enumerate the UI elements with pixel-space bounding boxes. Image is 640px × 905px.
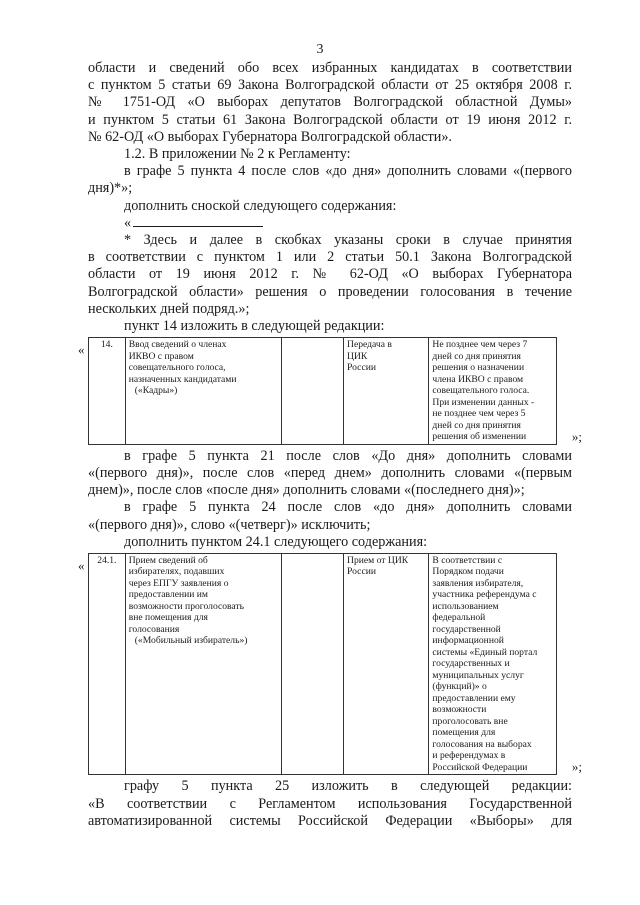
table-14-name-line: совещательного голоса,: [128, 362, 226, 374]
footnote-separator: [88, 215, 572, 232]
graf5-p21-line-1: в графе 5 пункта 21 после слов «До дня» дополнить словами: [124, 447, 572, 464]
point24-1-intro: дополнить пунктом 24.1 следующего содержания:: [124, 533, 428, 550]
footnote-line-5: нескольких дней подряд.»;: [88, 300, 250, 317]
table-14-col3: [282, 338, 344, 445]
table-24-1-col5-line: предоставлении ему: [432, 692, 516, 704]
item-1-2: 1.2. В приложении № 2 к Регламенту:: [124, 146, 351, 163]
table-24-1-name-line: через ЕПГУ заявления о: [128, 577, 229, 589]
table-24-1-col5-line: федеральной: [432, 612, 486, 624]
table-24-1-col5-line: информационной: [432, 635, 504, 647]
table-24-1-col5-line: заявления избирателя,: [432, 577, 524, 589]
table-14-col5-line: члена ИКВО с правом: [432, 373, 524, 385]
table-14-col5-line: решения об изменении: [432, 431, 527, 443]
table-14-wrapper: [78, 337, 582, 445]
table-24-1-name: [125, 553, 282, 775]
footnote-rule: [133, 215, 263, 227]
table-14-col5-line: не позднее чем через 5: [432, 408, 526, 420]
graf5-p4-line-2: дня)*»;: [88, 180, 133, 197]
table-24-1-col5-line: голосования на выборах: [432, 738, 532, 750]
table-24-1-name-line: («Мобильный избиратель»): [134, 635, 248, 647]
table-24-1-name-line: голосования: [128, 623, 180, 635]
graf5-p21-line-3: днем)», после слов «после дня» дополнить словами «(последнего дня)»;: [88, 482, 525, 499]
table-24-1-wrapper: [78, 553, 582, 776]
graf5-p4-line-1: в графе 5 пункта 4 после слов «до дня» дополнить словами «(первого: [124, 163, 572, 180]
table-24-1-col4-line: Прием от ЦИК: [347, 554, 409, 566]
table-24-1-col5-line: В соответствии с: [432, 554, 503, 566]
table-24-1-col5-line: (функций)» о: [432, 681, 487, 693]
table-14-col5-line: решения о назначении: [432, 362, 525, 374]
table-14-col4-line: России: [347, 362, 376, 374]
graf5-p25-line-1: графу 5 пункта 25 изложить в следующей редакции:: [124, 778, 572, 795]
table-24-1-col5-line: участника референдума с: [432, 589, 537, 601]
table-row: [89, 553, 557, 775]
graf5-p25-line-3: автоматизированной системы Российской Федерации «Выборы» для: [88, 812, 572, 829]
table-14-close-quote: »;: [571, 428, 582, 444]
table-24-1-col4-line: России: [347, 566, 376, 578]
add-footnote: дополнить сноской следующего содержания:: [124, 197, 397, 214]
footnote-line-3: области от 19 июня 2012 г. № 62-ОД «О выборах Губернатора: [88, 266, 572, 283]
table-24-1-name-line: возможности проголосовать: [128, 600, 245, 612]
footnote-line-1: * Здесь и далее в скобках указаны сроки в случае принятия: [124, 232, 572, 249]
table-14-col5: [429, 338, 557, 445]
para-1-line-1: области и сведений обо всех избранных кандидатах в соответствии: [88, 60, 572, 76]
document-body: [78, 60, 582, 830]
table-14-open-quote: «: [78, 342, 85, 358]
table-14-name: [125, 338, 282, 445]
table-24-1-name-line: предоставлении им: [128, 589, 208, 601]
para-1-line-3: № 1751-ОД «О выборах депутатов Волгоградской областной Думы»: [88, 94, 572, 111]
table-14-col5-line: При изменении данных -: [432, 396, 535, 408]
para-1-line-4: и пунктом 5 статьи 61 Закона Волгоградской области от 19 июня 2012 г.: [88, 111, 572, 128]
table-14-col5-line: дней со дня принятия: [432, 350, 521, 362]
graf5-p25-line-2: «В соответствии с Регламентом использования Государственной: [88, 795, 572, 812]
graf5-p21-line-2: «(первого дня)», после слов «перед днем» дополнить словами «(первым: [88, 464, 572, 481]
table-24-1-col5-line: и референдумах в: [432, 750, 506, 762]
footnote-open-quote: «: [124, 214, 132, 231]
table-14-name-line: («Кадры»): [134, 385, 178, 397]
table-14-name-line: назначенных кандидатами: [128, 373, 237, 385]
table-24-1-name-line: избирателях, подавших: [128, 566, 225, 578]
table-14-col5-line: Не позднее чем через 7: [432, 339, 528, 351]
graf5-p24-line-1: в графе 5 пункта 24 после слов «до дня» дополнить словами: [124, 499, 572, 516]
table-14-col4-line: Передача в: [347, 339, 392, 351]
footnote-line-4: Волгоградской области» решения о проведении голосования в течение: [88, 283, 572, 300]
table-24-1-open-quote: «: [78, 557, 85, 573]
table-row: [89, 338, 557, 445]
table-24-1-col5-line: возможности: [432, 704, 487, 716]
para-1-line-5: № 62-ОД «О выборах Губернатора Волгоградской области».: [88, 128, 452, 145]
table-14-col4-line: ЦИК: [347, 350, 368, 362]
page-number: 3: [316, 42, 324, 57]
para-1-line-2: с пунктом 5 статьи 69 Закона Волгоградской области от 25 октября 2008 г.: [88, 77, 572, 94]
table-24-1-col5-line: государственной: [432, 623, 501, 635]
table-14: [88, 337, 557, 445]
table-24-1-name-line: вне помещения для: [128, 612, 208, 624]
table-14-col5-line: совещательного голоса.: [432, 385, 530, 397]
table-14-col5-line: дней со дня принятия: [432, 419, 521, 431]
table-24-1-col5-line: использованием: [432, 600, 499, 612]
table-24-1-col4: [344, 553, 429, 775]
table-24-1-col5-line: помещения для: [432, 727, 496, 739]
footnote-line-2: в соответствии с пунктом 1 или 2 статьи 50.1 Закона Волгоградской: [88, 249, 572, 266]
table-14-col4: [344, 338, 429, 445]
table-24-1-col5-line: системы «Единый портал: [432, 646, 538, 658]
point14-intro: пункт 14 изложить в следующей редакции:: [124, 318, 385, 335]
table-24-1-col5-line: Порядком подачи: [432, 566, 504, 578]
table-24-1-name-line: Прием сведений об: [128, 554, 208, 566]
table-24-1-col3: [282, 553, 344, 775]
table-24-1-close-quote: »;: [571, 759, 582, 775]
table-14-name-line: ИКВО с правом: [128, 350, 194, 362]
table-24-1-col5-line: государственных и: [432, 658, 510, 670]
table-24-1-col5-line: проголосовать вне: [432, 715, 508, 727]
table-24-1: [88, 553, 557, 776]
graf5-p24-line-2: «(первого дня)», слово «(четверг)» исключить;: [88, 516, 371, 533]
table-14-name-line: Ввод сведений о членах: [128, 339, 227, 351]
table-24-1-col5: [429, 553, 557, 775]
table-24-1-col5-line: муниципальных услуг: [432, 669, 524, 681]
table-24-1-num: 24.1.: [89, 553, 126, 775]
table-24-1-col5-line: Российской Федерации: [432, 761, 528, 773]
table-14-num: 14.: [89, 338, 126, 445]
